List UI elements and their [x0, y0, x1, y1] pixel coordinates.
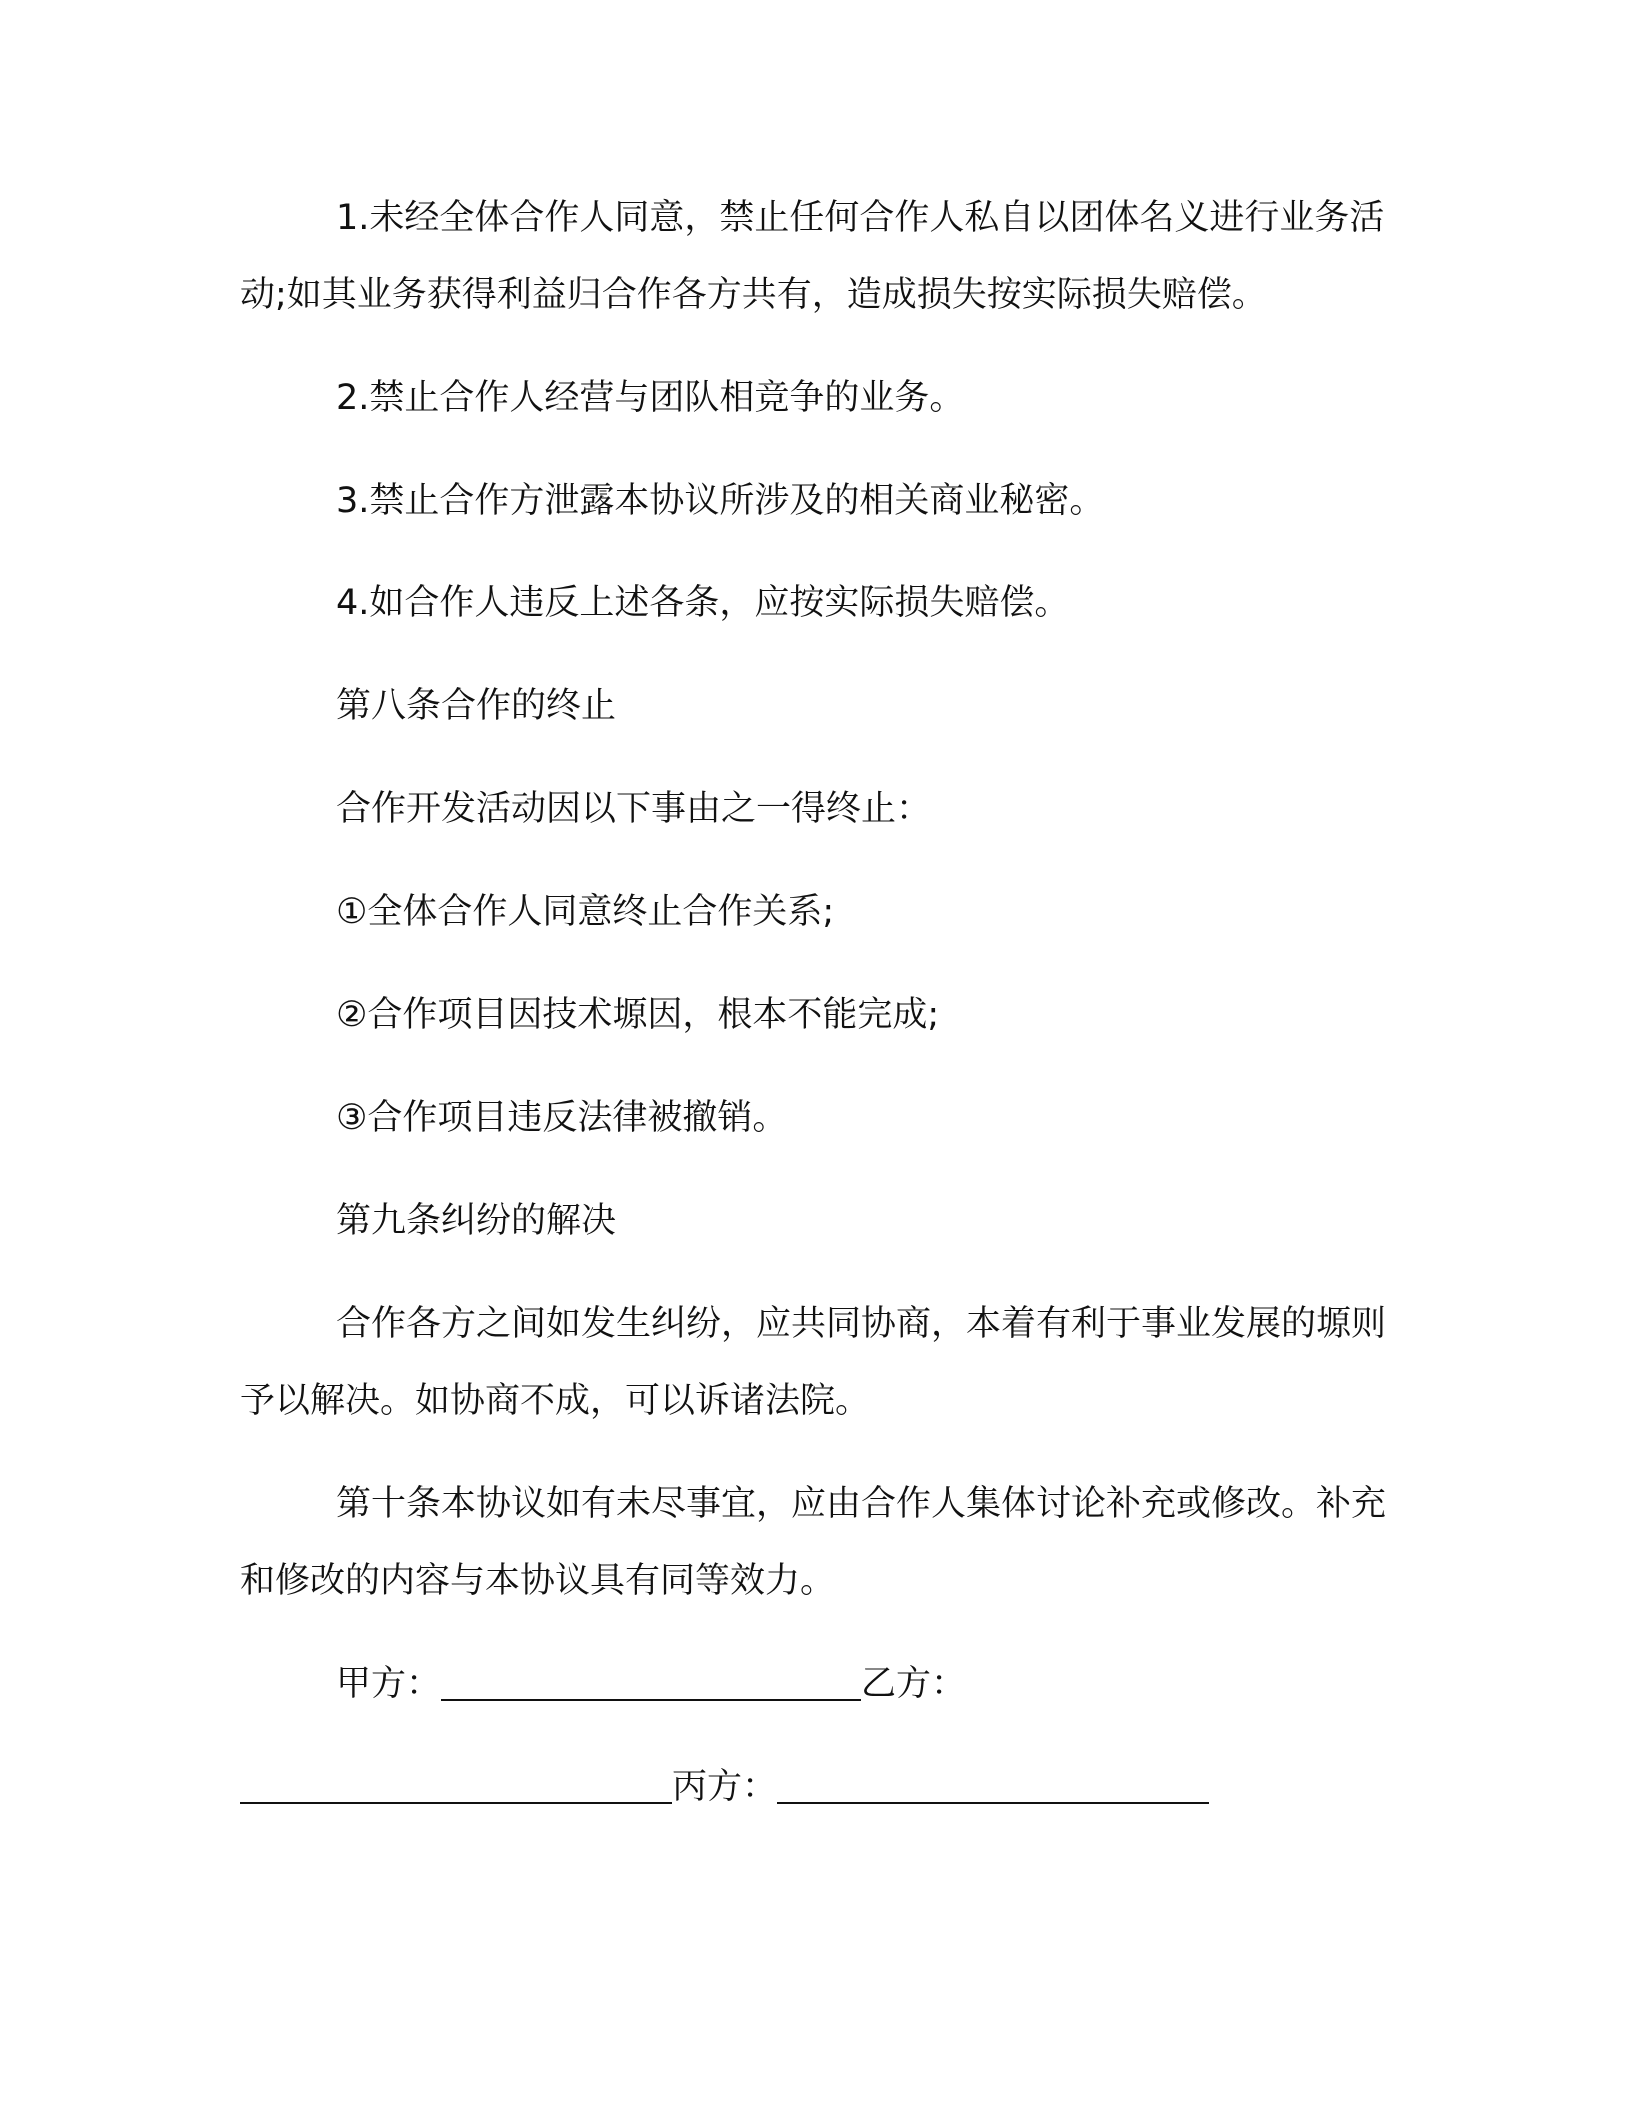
article-8-item-3: ③合作项目违反法律被撤销。: [336, 1098, 788, 1138]
party-a-blank[interactable]: [441, 1665, 861, 1701]
article-8-title: 第八条合作的终止: [336, 686, 617, 726]
clause-1: 1.未经全体合作人同意，禁止任何合作人私自以团体名义进行业务活动;如其业务获得利益归合作各方共有，造成损失按实际损失赔偿。: [240, 198, 1385, 315]
party-a-label: 甲方：: [336, 1664, 442, 1704]
party-c-label: 丙方：: [672, 1767, 778, 1807]
article-9-title: 第九条纠纷的解决: [336, 1201, 617, 1241]
signature-line-1: [336, 1646, 966, 1723]
clause-4: 4.如合作人违反上述各条，应按实际损失赔偿。: [336, 583, 1070, 623]
party-b-label: 乙方：: [861, 1664, 967, 1704]
article-8-item-2: ②合作项目因技术塬因，根本不能完成;: [336, 995, 940, 1035]
article-8-intro: 合作开发活动因以下事由之一得终止：: [336, 789, 932, 829]
article-9-body: 合作各方之间如发生纠纷，应共同协商，本着有利于事业发展的塬则予以解决。如协商不成，可以诉诸法院。: [240, 1304, 1387, 1421]
party-b-blank[interactable]: [240, 1768, 672, 1804]
clause-2: 2.禁止合作人经营与团队相竞争的业务。: [336, 378, 965, 418]
clause-3: 3.禁止合作方泄露本协议所涉及的相关商业秘密。: [336, 481, 1105, 521]
party-c-blank[interactable]: [777, 1768, 1209, 1804]
article-10-body: 第十条本协议如有未尽事宜，应由合作人集体讨论补充或修改。补充和修改的内容与本协议具有同等效力。: [240, 1484, 1387, 1601]
signature-line-2: [240, 1749, 1209, 1826]
article-8-item-1: ①全体合作人同意终止合作关系;: [336, 892, 835, 932]
